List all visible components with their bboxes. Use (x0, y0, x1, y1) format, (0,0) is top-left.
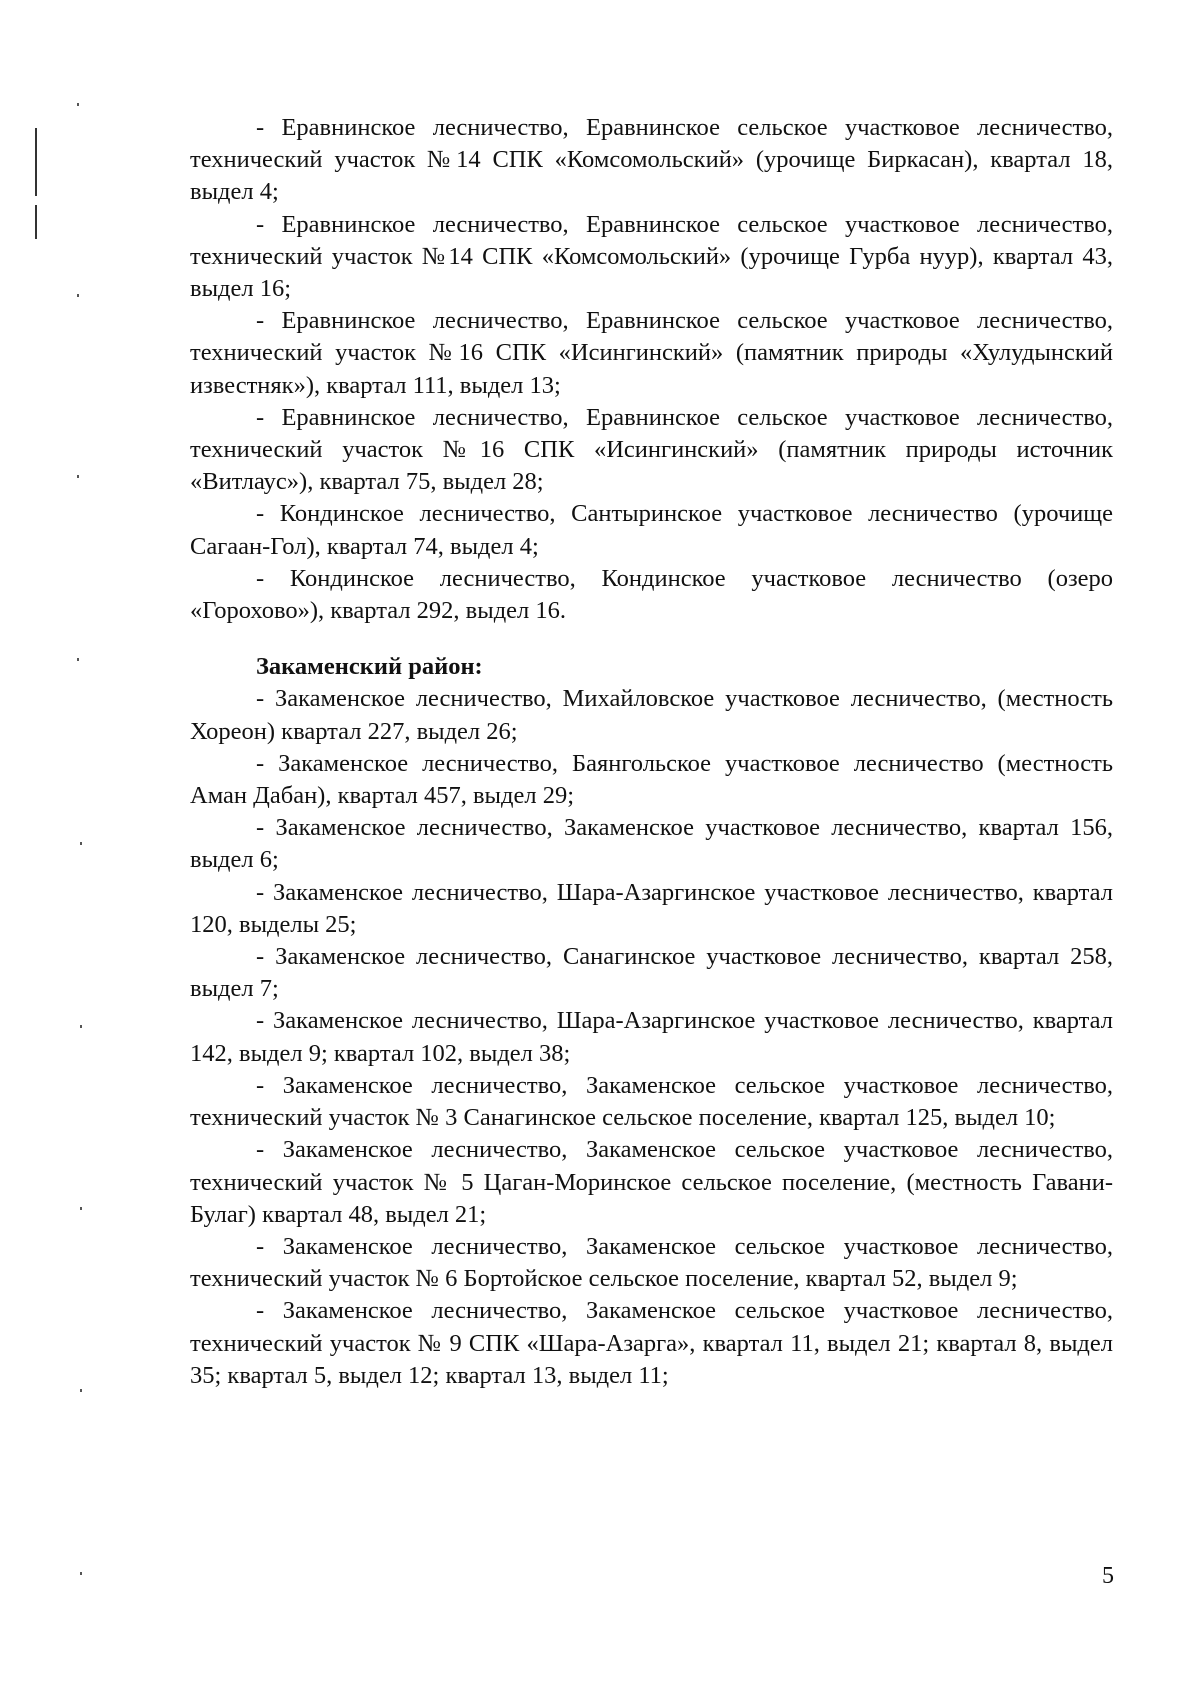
list-item: - Еравнинское лесничество, Еравнинское сельское участковое лесничество, технический участок №16 СПК «Исингинский» (памятник природы источник «Витлаус»), квартал 75, выдел 28; (190, 403, 1113, 496)
list-item: - Закаменское лесничество, Шара-Азаргинское участковое лесничество, квартал 120, выделы 25; (190, 878, 1113, 938)
scan-margin-dot (77, 294, 79, 297)
scan-margin-dot (80, 1025, 82, 1028)
scan-margin-dot (80, 1572, 82, 1575)
scan-margin-dot (80, 842, 82, 845)
list-item: - Кондинское лесничество, Кондинское участковое лесничество (озеро «Горохово»), квартал 292, выдел 16. (190, 564, 1113, 625)
list-item: - Закаменское лесничество, Михайловское участковое лесничество, (местность Хореон) квартал 227, выдел 26; (190, 685, 1113, 745)
scan-margin-dot (77, 658, 79, 661)
scan-margin-line (35, 205, 37, 239)
list-item: - Кондинское лесничество, Сантыринское участковое лесничество (урочище Сагаан-Гол), квартал 74, выдел 4; (190, 500, 1113, 560)
list-item: - Закаменское лесничество, Закаменское сельское участковое лесничество, технический участок № 5 Цаган-Моринское сельское поселение, (местность Гавани-Булаг) квартал 48, выдел 21; (190, 1136, 1113, 1228)
scan-margin-dot (77, 475, 79, 478)
document-body (190, 112, 1113, 1392)
scan-margin-dot (80, 1389, 82, 1392)
list-item: - Закаменское лесничество, Закаменское сельское участковое лесничество, технический участок № 3 Санагинское сельское поселение, квартал 125, выдел 10; (190, 1071, 1113, 1132)
list-item: - Закаменское лесничество, Шара-Азаргинское участковое лесничество, квартал 142, выдел 9; квартал 102, выдел 38; (190, 1007, 1113, 1067)
list-item: - Закаменское лесничество, Санагинское участковое лесничество, квартал 258, выдел 7; (190, 943, 1113, 1003)
list-item: - Еравнинское лесничество, Еравнинское сельское участковое лесничество, технический участок №16 СПК «Исингинский» (памятник природы «Хулудынский известняк»), квартал 111, выдел 13; (190, 307, 1113, 399)
section-heading: Закаменский район: (256, 653, 483, 681)
list-item: - Закаменское лесничество, Закаменское сельское участковое лесничество, технический участок № 6 Бортойское сельское поселение, квартал 52, выдел 9; (190, 1232, 1113, 1293)
list-item: - Еравнинское лесничество, Еравнинское сельское участковое лесничество, технический участок №14 СПК «Комсомольский» (урочище Гурба нуур), квартал 43, выдел 16; (190, 210, 1113, 303)
list-item: - Закаменское лесничество, Закаменское участковое лесничество, квартал 156, выдел 6; (190, 814, 1113, 874)
scan-margin-dot (77, 103, 79, 106)
list-item: - Еравнинское лесничество, Еравнинское сельское участковое лесничество, технический участок №14 СПК «Комсомольский» (урочище Биркасан), квартал 18, выдел 4; (190, 114, 1113, 206)
page-number: 5 (1102, 1563, 1114, 1589)
scan-margin-dot (80, 1207, 82, 1210)
list-item: - Закаменское лесничество, Закаменское сельское участковое лесничество, технический участок № 9 СПК «Шара-Азарга», квартал 11, выдел 21; квартал 8, выдел 35; квартал 5, выдел 12; квартал 13, выдел 11; (190, 1297, 1113, 1389)
scan-margin-line (35, 128, 37, 196)
list-item: - Закаменское лесничество, Баянгольское участковое лесничество (местность Аман Дабан), квартал 457, выдел 29; (190, 749, 1113, 810)
